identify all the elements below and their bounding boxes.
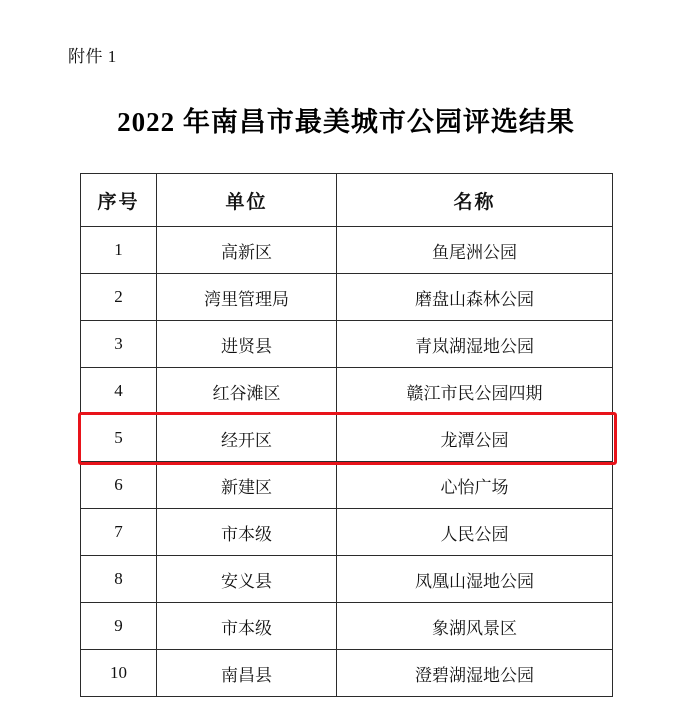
table-row-highlighted [81, 415, 613, 462]
cell-index: 7 [81, 509, 157, 556]
table-row [81, 227, 613, 274]
cell-name: 凤凰山湿地公园 [337, 556, 613, 603]
cell-name: 澄碧湖湿地公园 [337, 650, 613, 697]
cell-unit: 安义县 [157, 556, 337, 603]
cell-index: 4 [81, 368, 157, 415]
cell-index: 5 [81, 415, 157, 462]
table-row [81, 368, 613, 415]
cell-unit: 南昌县 [157, 650, 337, 697]
cell-unit: 经开区 [157, 415, 337, 462]
column-header-name: 名称 [337, 174, 613, 227]
attachment-label: 附件 1 [68, 47, 117, 66]
cell-index: 6 [81, 462, 157, 509]
table-header [81, 174, 613, 227]
cell-unit: 市本级 [157, 509, 337, 556]
table-row [81, 509, 613, 556]
cell-name: 赣江市民公园四期 [337, 368, 613, 415]
cell-name: 心怡广场 [337, 462, 613, 509]
table-row [81, 603, 613, 650]
cell-name: 象湖风景区 [337, 603, 613, 650]
results-table [80, 173, 613, 697]
cell-unit: 湾里管理局 [157, 274, 337, 321]
cell-name: 人民公园 [337, 509, 613, 556]
table-row [81, 556, 613, 603]
cell-index: 8 [81, 556, 157, 603]
cell-index: 1 [81, 227, 157, 274]
table-row [81, 650, 613, 697]
cell-unit: 红谷滩区 [157, 368, 337, 415]
table-row [81, 274, 613, 321]
page-title: 2022 年南昌市最美城市公园评选结果 [117, 107, 575, 137]
table-header-row [81, 174, 613, 227]
cell-unit: 进贤县 [157, 321, 337, 368]
results-table-container [80, 173, 612, 697]
cell-unit: 市本级 [157, 603, 337, 650]
cell-index: 3 [81, 321, 157, 368]
table-body [81, 227, 613, 697]
cell-name: 青岚湖湿地公园 [337, 321, 613, 368]
cell-name: 磨盘山森林公园 [337, 274, 613, 321]
cell-index: 2 [81, 274, 157, 321]
cell-unit: 新建区 [157, 462, 337, 509]
table-row [81, 462, 613, 509]
column-header-index: 序号 [81, 174, 157, 227]
cell-name: 龙潭公园 [337, 415, 613, 462]
cell-index: 9 [81, 603, 157, 650]
cell-index: 10 [81, 650, 157, 697]
column-header-unit: 单位 [157, 174, 337, 227]
table-row [81, 321, 613, 368]
cell-name: 鱼尾洲公园 [337, 227, 613, 274]
cell-unit: 高新区 [157, 227, 337, 274]
